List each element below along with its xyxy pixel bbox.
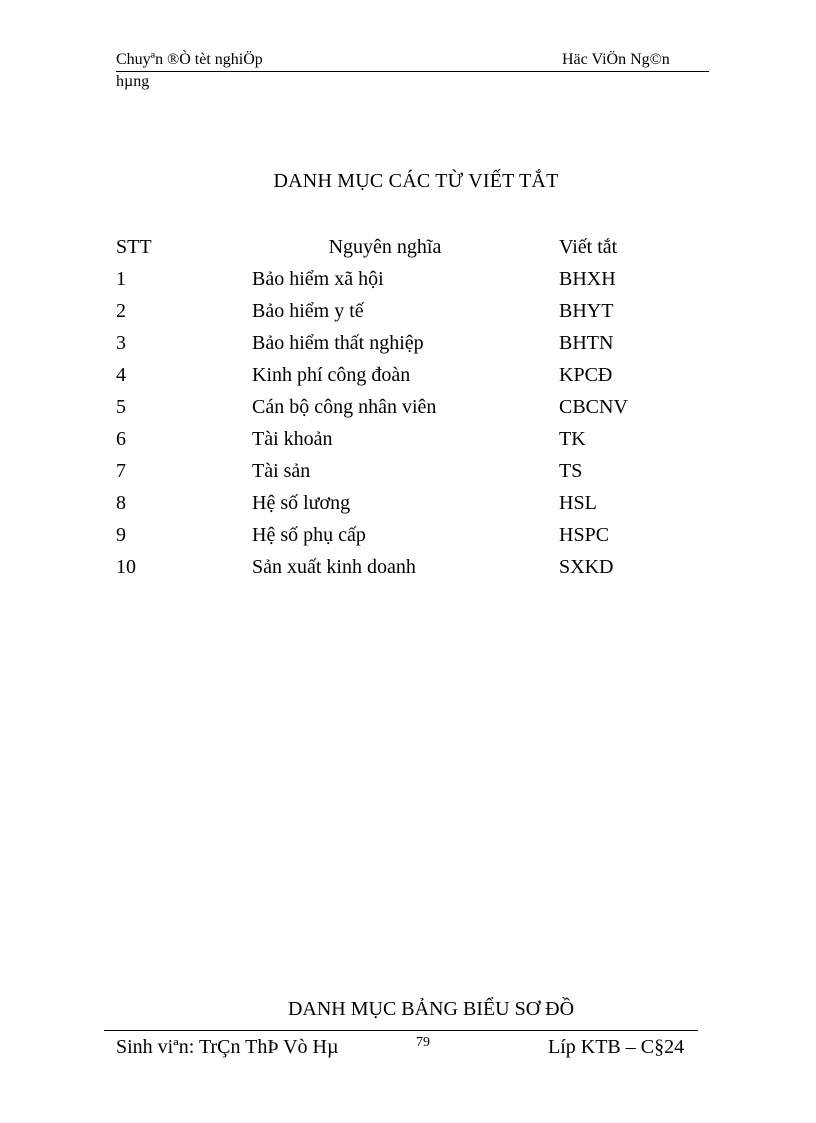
row-stt: 1 [116, 268, 126, 290]
page-number: 79 [416, 1035, 430, 1050]
row-stt: 5 [116, 396, 126, 418]
row-abbr: HSPC [559, 524, 610, 546]
row-name: Kinh phí công đoàn [252, 364, 411, 386]
table-row [116, 426, 676, 458]
header-wrap-text: hµng [116, 73, 150, 90]
row-name: Tài khoản [252, 428, 333, 450]
header-right-text: Häc ViÖn Ng©n [562, 51, 670, 68]
row-name: Bảo hiểm xã hội [252, 268, 384, 290]
table-row [116, 458, 676, 490]
header-name: Nguyên nghĩa [328, 236, 442, 258]
table-header-row [116, 234, 676, 266]
header-stt: STT [116, 236, 152, 258]
row-abbr: KPCĐ [559, 364, 613, 386]
header-left-text: Chuyªn ®Ò tèt nghiÖp [116, 51, 263, 68]
footer-right-text: Líp KTB – C§24 [548, 1036, 685, 1058]
row-name: Hệ số lương [252, 492, 351, 514]
abbreviations-title: DANH MỤC CÁC TỪ VIẾT TẮT [273, 170, 559, 192]
row-stt: 7 [116, 460, 126, 482]
table-row [116, 522, 676, 554]
row-name: Bảo hiểm y tế [252, 300, 364, 322]
row-abbr: BHXH [559, 268, 616, 290]
row-abbr: TK [559, 428, 586, 450]
table-row [116, 298, 676, 330]
row-abbr: HSL [559, 492, 597, 514]
table-row [116, 394, 676, 426]
table-row [116, 554, 676, 586]
header-abbr: Viết tắt [559, 236, 618, 258]
row-stt: 8 [116, 492, 126, 514]
row-abbr: CBCNV [559, 396, 628, 418]
row-abbr: BHTN [559, 332, 614, 354]
table-row [116, 330, 676, 362]
row-name: Hệ số phụ cấp [252, 524, 366, 546]
table-row [116, 362, 676, 394]
footer-rule [104, 1030, 698, 1031]
row-stt: 6 [116, 428, 126, 450]
table-row [116, 490, 676, 522]
row-name: Tài sản [252, 460, 311, 482]
row-name: Bảo hiểm thất nghiệp [252, 332, 424, 354]
row-stt: 9 [116, 524, 126, 546]
row-abbr: TS [559, 460, 583, 482]
abbreviations-table [116, 234, 676, 586]
row-stt: 4 [116, 364, 126, 386]
row-abbr: SXKD [559, 556, 614, 578]
charts-list-title: DANH MỤC BẢNG BIỂU SƠ ĐỒ [287, 998, 575, 1020]
row-stt: 3 [116, 332, 126, 354]
row-name: Sản xuất kinh doanh [252, 556, 416, 578]
header-rule [116, 71, 709, 72]
row-name: Cán bộ công nhân viên [252, 396, 437, 418]
footer-left-text: Sinh viªn: TrÇn ThÞ Vò Hµ [116, 1036, 339, 1058]
row-stt: 2 [116, 300, 126, 322]
table-row [116, 266, 676, 298]
row-stt: 10 [116, 556, 136, 578]
row-abbr: BHYT [559, 300, 614, 322]
